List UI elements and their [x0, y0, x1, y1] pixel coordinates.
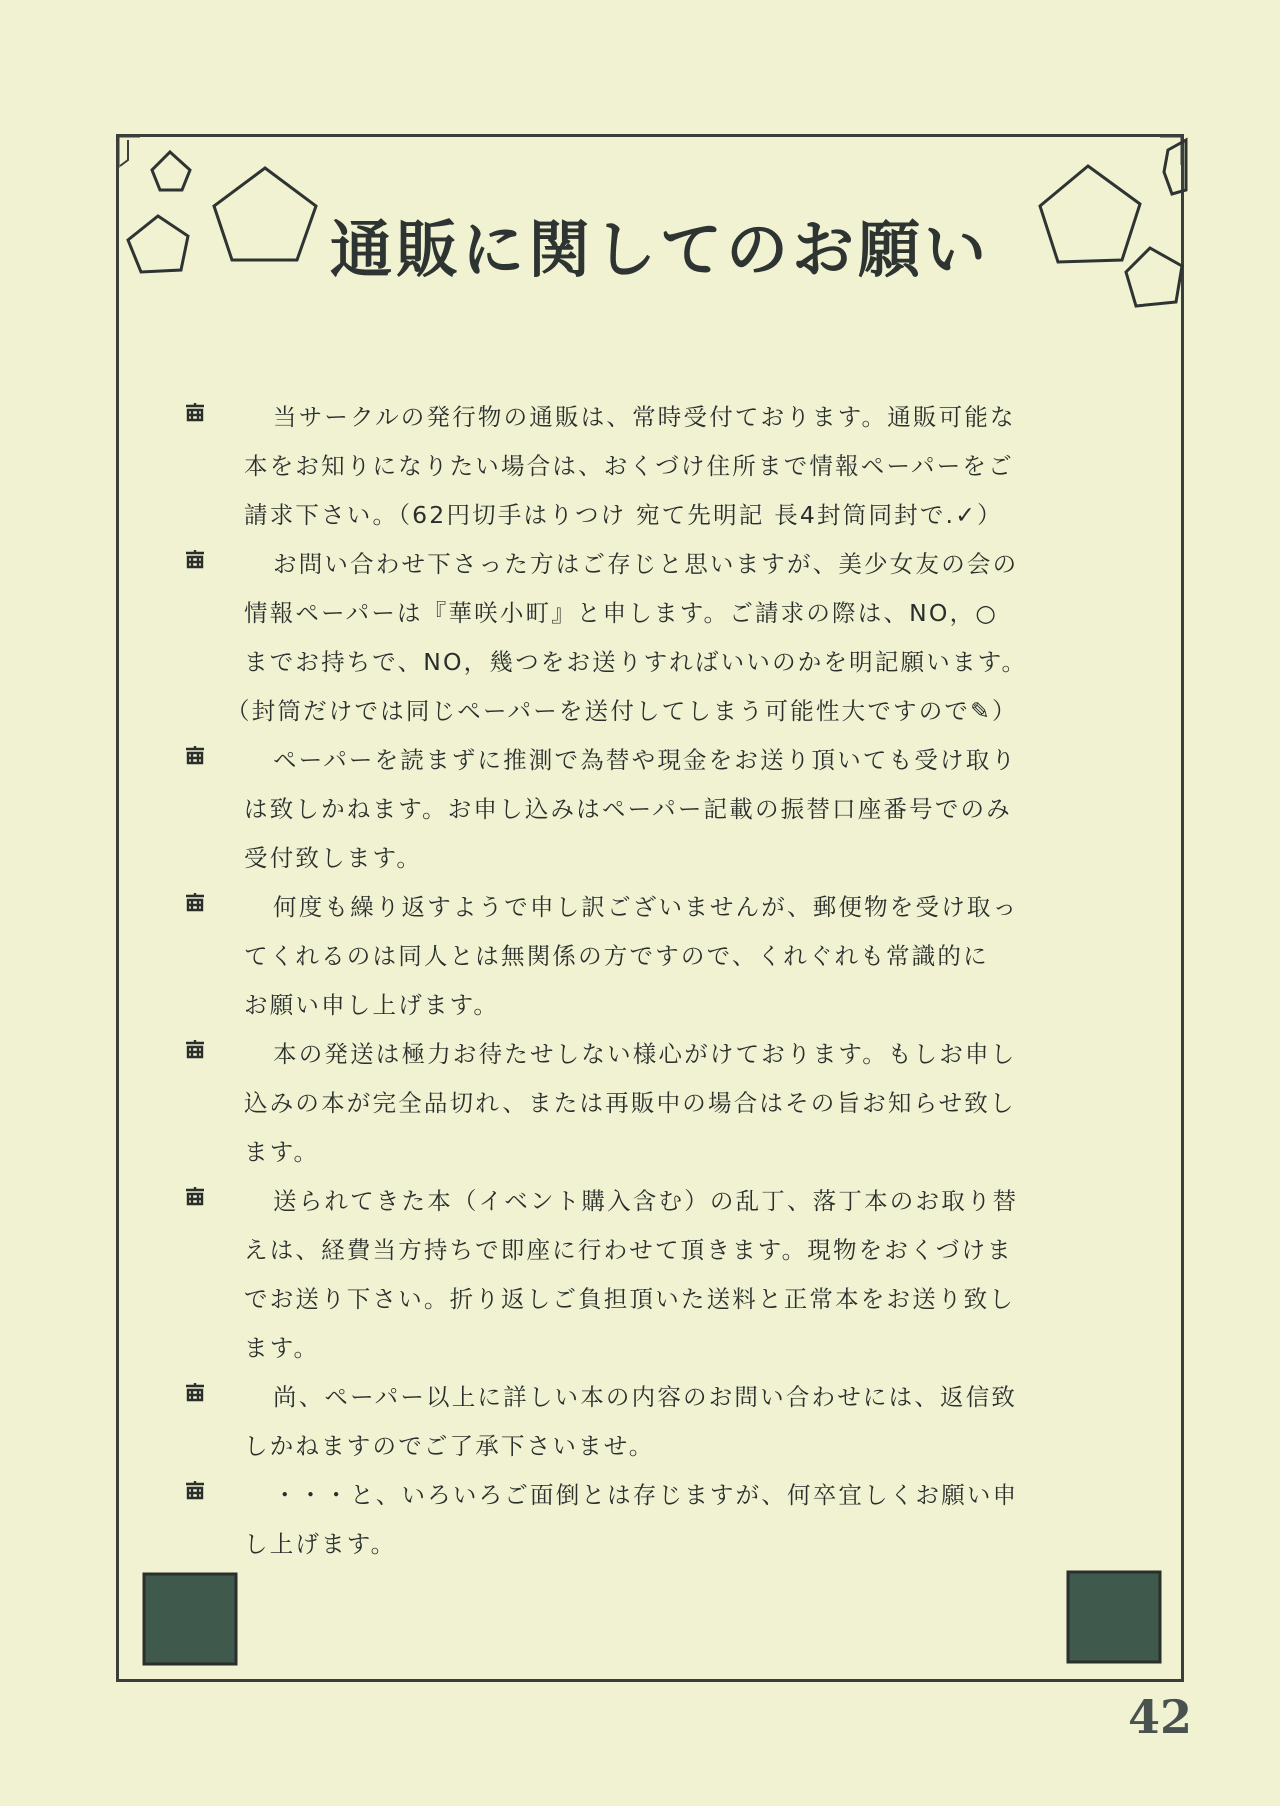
bullet-mark-icon	[184, 1382, 206, 1402]
bullet-mark-icon	[184, 1186, 206, 1206]
notice-list	[180, 393, 1100, 1569]
page-title: 通販に関してのお願い	[330, 213, 991, 286]
list-item	[180, 1471, 1100, 1569]
list-item-line: ます。	[244, 1334, 320, 1362]
list-item-line: は致しかねます。お申し込みはペーパー記載の振替口座番号でのみ	[244, 795, 1012, 823]
bullet-mark-icon	[184, 549, 206, 569]
list-item-line: 送られてきた本（イベント購入含む）の乱丁、落丁本のお取り替	[273, 1187, 1019, 1215]
bullet-mark-icon	[184, 892, 206, 912]
list-item-line: 尚、ペーパー以上に詳しい本の内容のお問い合わせには、返信致	[273, 1383, 1018, 1411]
list-item-line: えは、経費当方持ちで即座に行わせて頂きます。現物をおくづけま	[244, 1236, 1013, 1264]
list-item-line: てくれるのは同人とは無関係の方ですので、くれぐれも常識的に	[244, 942, 989, 970]
list-item-line: お願い申し上げます。	[244, 991, 500, 1019]
list-item-line: までお持ちで、NO，幾つをお送りすればいいのかを明記願います。	[244, 648, 1028, 676]
list-item-line: 込みの本が完全品切れ、または再販中の場合はその旨お知らせ致し	[244, 1089, 1016, 1117]
page-number: 42	[1128, 1690, 1193, 1744]
list-item	[180, 1373, 1100, 1471]
list-item-line: ・・・と、いろいろご面倒とは存じますが、何卒宜しくお願い申	[273, 1481, 1019, 1509]
list-item-line: 請求下さい。（62円切手はりつけ 宛て先明記 長4封筒同封で.✓）	[244, 501, 1003, 529]
list-item	[180, 883, 1100, 1030]
list-item	[180, 393, 1100, 540]
list-item-line: 情報ペーパーは『華咲小町』と申します。ご請求の際は、NO，○	[244, 599, 999, 627]
list-item-line: 本の発送は極力お待たせしない様心がけております。もしお申し	[273, 1040, 1017, 1068]
list-item	[180, 1177, 1100, 1373]
list-item-line: ます。	[244, 1138, 320, 1166]
bullet-mark-icon	[184, 745, 206, 765]
bullet-mark-icon	[184, 402, 206, 422]
list-item-line: お問い合わせ下さった方はご存じと思いますが、美少女友の会の	[273, 550, 1019, 578]
list-item-line: ペーパーを読まずに推測で為替や現金をお送り頂いても受け取り	[273, 746, 1018, 774]
bullet-mark-icon	[184, 1480, 206, 1500]
list-item	[180, 1030, 1100, 1177]
list-item-line: し上げます。	[244, 1530, 397, 1558]
list-item-line: （封筒だけでは同じペーパーを送付してしまう可能性大ですので✎）	[226, 697, 1018, 725]
list-item-line: 何度も繰り返すようで申し訳ございませんが、郵便物を受け取っ	[273, 893, 1019, 921]
list-item-line: 当サークルの発行物の通販は、常時受付ております。通販可能な	[273, 403, 1016, 431]
list-item	[180, 540, 1100, 736]
list-item-line: しかねますのでご了承下さいませ。	[244, 1432, 655, 1460]
list-item-line: 受付致します。	[244, 844, 423, 872]
list-item-line: でお送り下さい。折り返しご負担頂いた送料と正常本をお送り致し	[244, 1285, 1015, 1313]
bullet-mark-icon	[184, 1039, 206, 1059]
list-item-line: 本をお知りになりたい場合は、おくづけ住所まで情報ペーパーをご	[244, 452, 1014, 480]
list-item	[180, 736, 1100, 883]
